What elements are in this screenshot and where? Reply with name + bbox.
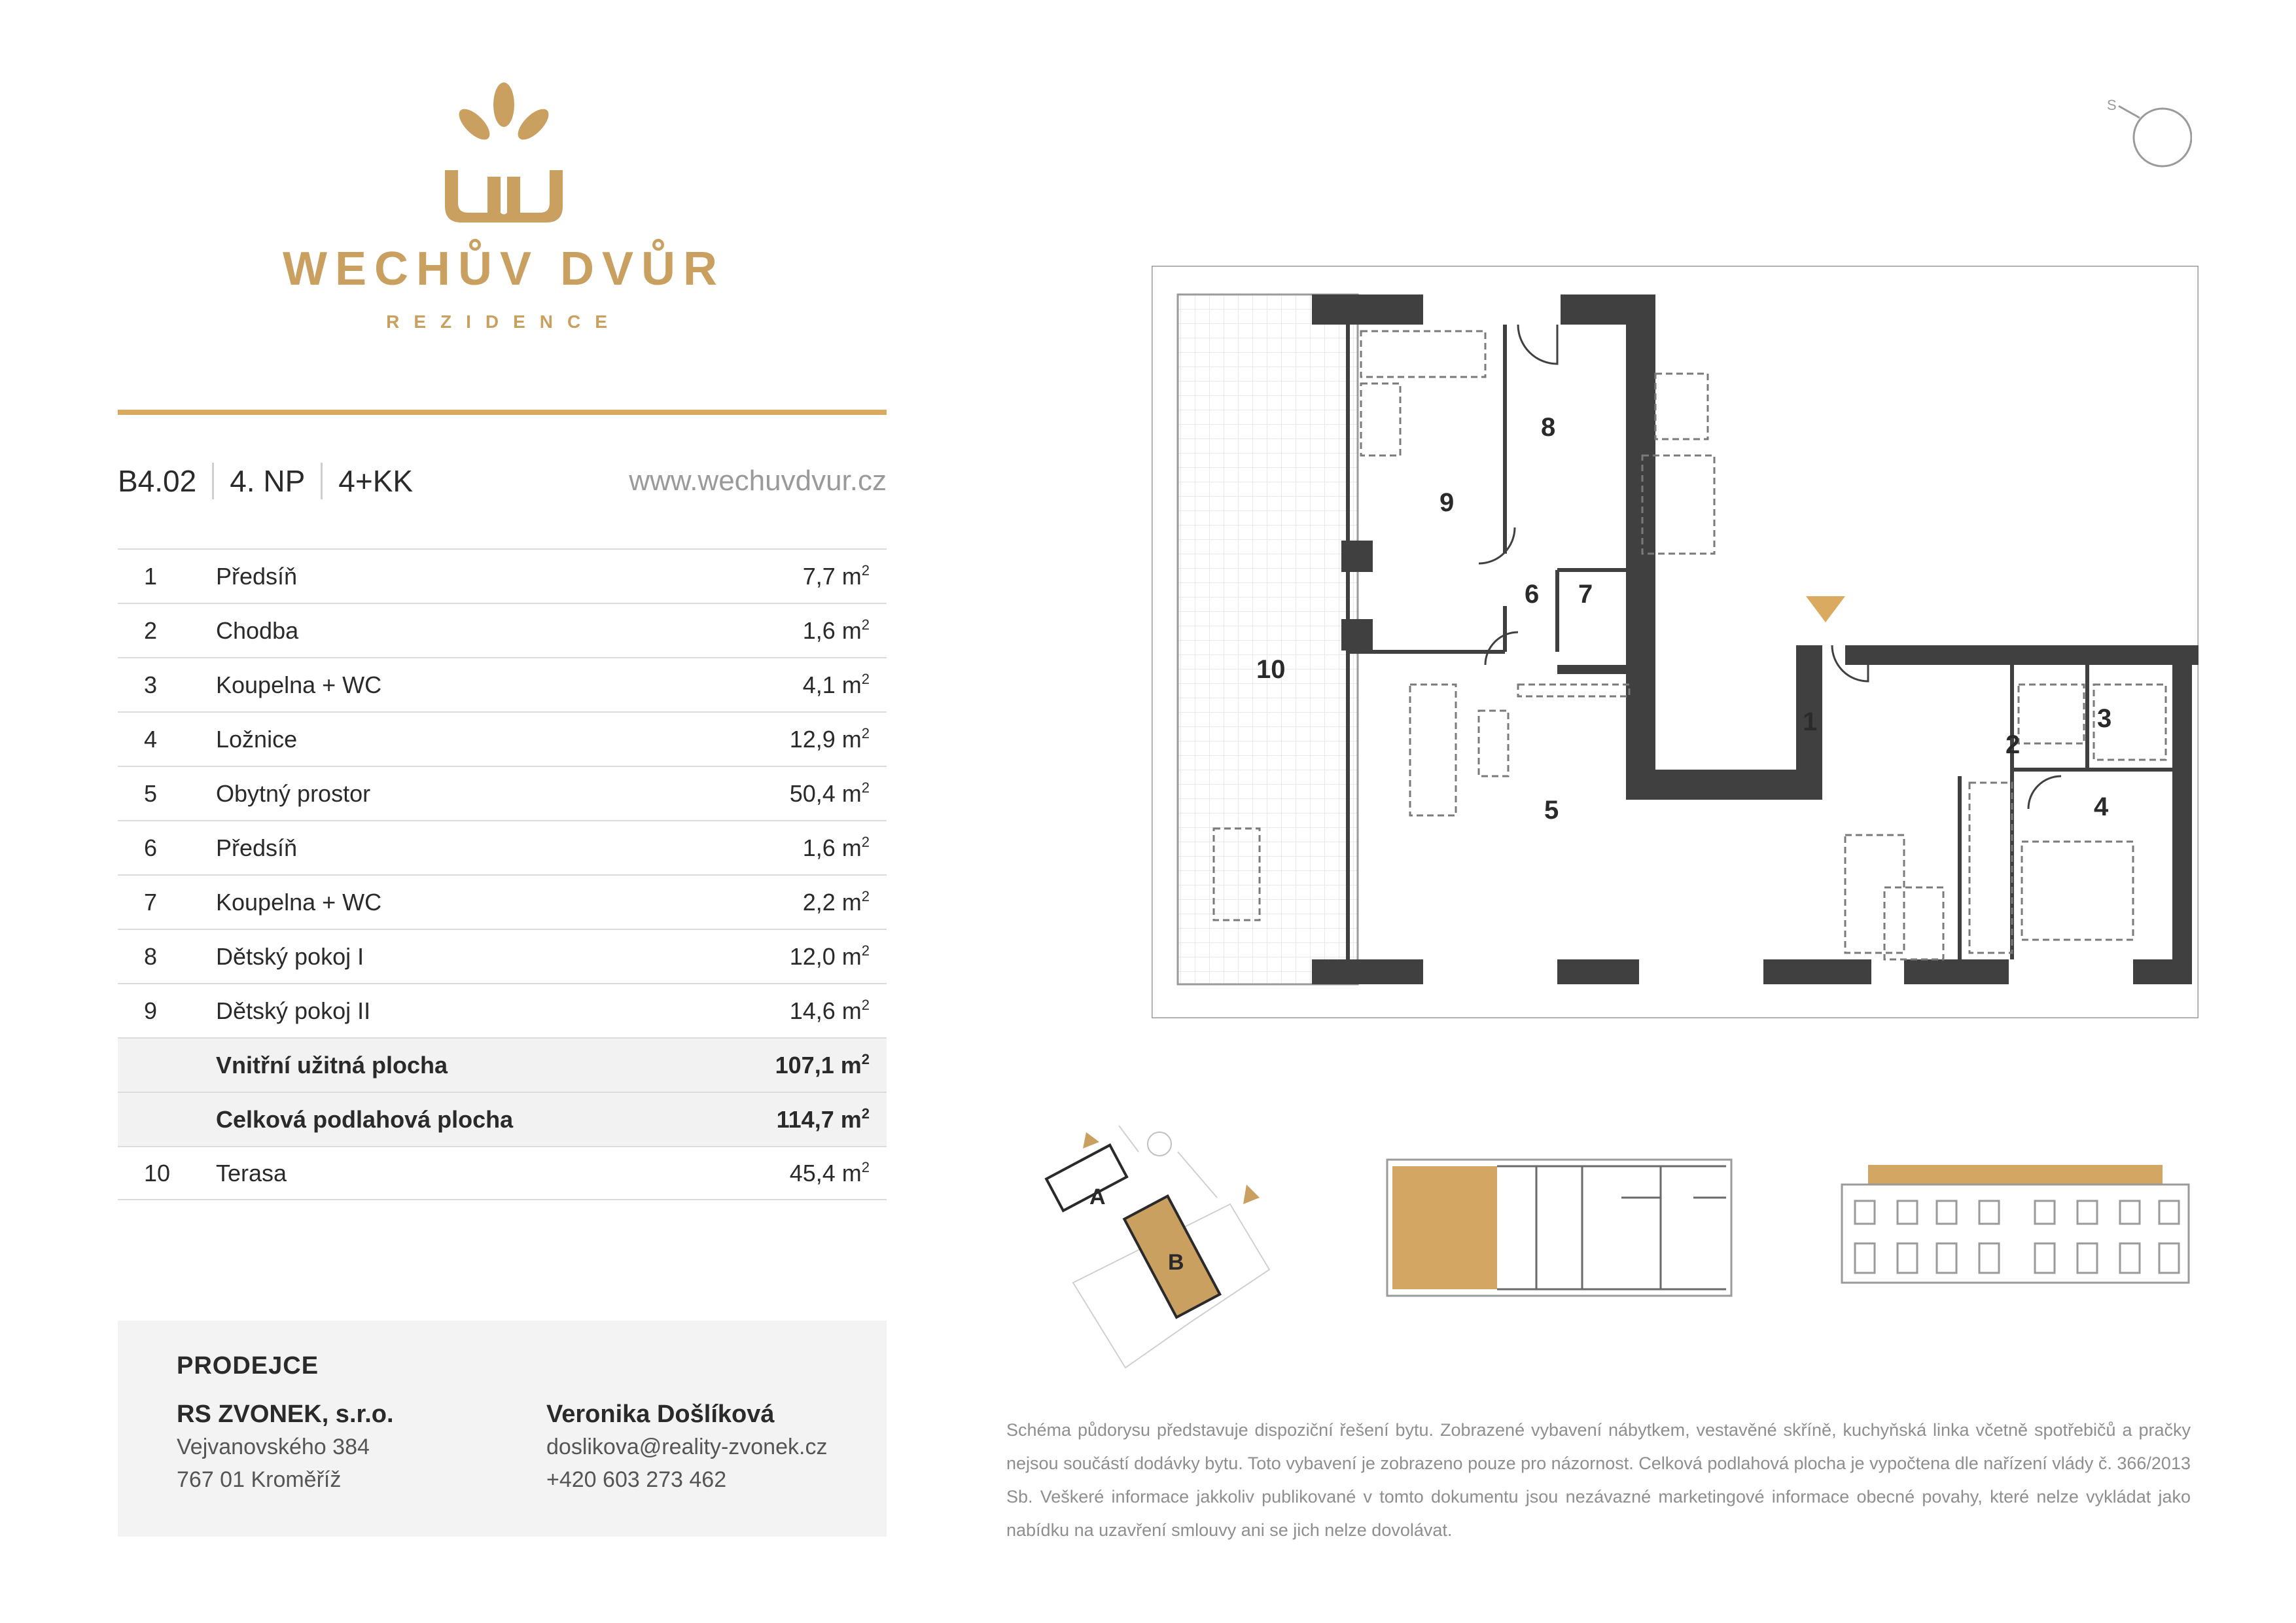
room-number: 8 [144, 942, 158, 970]
plan-label-7: 7 [1578, 580, 1593, 609]
room-number: 5 [144, 779, 158, 807]
room-name: Dětský pokoj II [216, 997, 371, 1024]
room-name: Terasa [216, 1159, 287, 1186]
room-number: 3 [144, 671, 158, 698]
room-area: 7,7 $m^2$ [802, 562, 870, 590]
agent-name: Veronika Došlíková [546, 1400, 775, 1428]
room-area: 2,2 $m^2$ [802, 888, 870, 916]
site-label-b: B [1168, 1250, 1184, 1275]
unit-code: B4.02 [118, 464, 197, 498]
brand-logo-icon [438, 79, 569, 223]
agent-phone[interactable]: +420 603 273 462 [546, 1467, 727, 1492]
room-name: Koupelna + WC [216, 671, 382, 698]
building-a [1046, 1145, 1127, 1211]
room-number: 9 [144, 997, 158, 1024]
total-area: 107,1 $m^2$ [775, 1051, 870, 1079]
room-area: 14,6 $m^2$ [789, 997, 870, 1024]
plan-label-3: 3 [2097, 704, 2112, 733]
table-row-terrace [118, 1146, 887, 1200]
plan-label-10: 10 [1256, 655, 1286, 684]
brand-divider [118, 410, 887, 415]
company-street: Vejvanovského 384 [177, 1435, 370, 1459]
company-contact [177, 1398, 394, 1496]
room-area: 12,9 $m^2$ [789, 725, 870, 753]
table-row [118, 874, 887, 929]
room-number: 7 [144, 888, 158, 916]
room-name: Chodba [216, 616, 299, 644]
agent-contact [546, 1398, 827, 1496]
room-name: Ložnice [216, 725, 298, 753]
terrace-area [1178, 294, 1358, 984]
sales-box [118, 1321, 887, 1537]
unit-floor: 4. NP [230, 464, 306, 498]
rooms-table [118, 548, 887, 1200]
table-row [118, 983, 887, 1037]
total-name: Celková podlahová plocha [216, 1105, 514, 1133]
plan-label-2: 2 [2005, 730, 2021, 759]
room-name: Koupelna + WC [216, 888, 382, 916]
room-area: 45,4 $m^2$ [789, 1159, 870, 1186]
room-name: Předsíň [216, 834, 298, 861]
floor-plan [1152, 266, 2199, 1018]
room-name: Dětský pokoj I [216, 942, 364, 970]
sales-title: PRODEJCE [177, 1352, 319, 1380]
room-area: 4,1 $m^2$ [802, 671, 870, 698]
table-row [118, 766, 887, 820]
compass-icon [2100, 98, 2192, 170]
room-area: 1,6 $m^2$ [802, 834, 870, 861]
room-area: 50,4 $m^2$ [789, 779, 870, 807]
room-area: 1,6 $m^2$ [802, 616, 870, 644]
table-row [118, 657, 887, 711]
table-row [118, 548, 887, 603]
direction-arrow-icon [1083, 1132, 1099, 1149]
separator [321, 463, 323, 499]
highlighted-unit [1392, 1166, 1497, 1289]
disclaimer-text: Schéma půdorysu představuje dispoziční řešení bytu. Zobrazené vybavení nábytkem, vestavěné skříně, kuchyňská linka včetně spotřebičů a pračky nejsou součástí dodávky bytu. Toto vybavení je zobrazeno pouze pro názornost. Celková podlahová plocha je vypočtena dle nařízení vlády č. 366/2013 Sb. Veškeré informace jakkoliv publikované v tomto dokumentu jsou nezávazné marketingové informace obecné povahy, které nelze vykládat jako nabídku na uzavření smlouvy ani se jich nelze dovolávat. [1006, 1420, 2191, 1540]
doors [1479, 325, 2061, 809]
unit-layout: 4+KK [338, 464, 414, 498]
table-row [118, 711, 887, 766]
direction-arrow-icon [1243, 1185, 1260, 1204]
facade-drawing [1839, 1158, 2192, 1289]
brand-name: WECHŮV DVŮR [282, 243, 725, 295]
company-name: RS ZVONEK, s.r.o. [177, 1400, 394, 1428]
unit-info [118, 458, 887, 504]
table-row [118, 929, 887, 983]
walls [1312, 294, 2199, 984]
room-number: 6 [144, 834, 158, 861]
plan-label-9: 9 [1439, 488, 1455, 517]
total-name: Vnitřní užitná plocha [216, 1051, 448, 1079]
total-area: 114,7 $m^2$ [776, 1105, 870, 1133]
floor-key-plan [1386, 1158, 1733, 1297]
separator [212, 463, 214, 499]
site-label-a: A [1089, 1185, 1106, 1209]
room-area: 12,0 $m^2$ [789, 942, 870, 970]
room-number: 10 [144, 1159, 171, 1186]
interior-walls [1348, 325, 2172, 959]
company-city: 767 01 Kroměříž [177, 1467, 342, 1492]
website-link[interactable]: www.wechuvdvur.cz [629, 465, 887, 497]
room-name: Obytný prostor [216, 779, 371, 807]
table-row [118, 603, 887, 657]
total-row-floor [118, 1092, 887, 1146]
site-map [1021, 1113, 1296, 1374]
plan-label-4: 4 [2094, 793, 2109, 821]
highlighted-floor [1868, 1165, 2163, 1185]
room-number: 1 [144, 562, 158, 590]
plan-label-8: 8 [1541, 413, 1556, 442]
entrance-arrow-icon [1806, 596, 1845, 622]
brand-subtitle: REZIDENCE [386, 312, 622, 332]
agent-email[interactable]: doslikova@reality-zvonek.cz [546, 1435, 828, 1459]
plan-label-5: 5 [1544, 796, 1559, 825]
compass-label: S [2107, 98, 2117, 113]
plan-label-6: 6 [1525, 580, 1540, 609]
room-number: 4 [144, 725, 158, 753]
plan-label-1: 1 [1803, 707, 1818, 736]
room-number: 2 [144, 616, 158, 644]
table-row [118, 820, 887, 874]
total-row-usable [118, 1037, 887, 1092]
room-name: Předsíň [216, 562, 298, 590]
